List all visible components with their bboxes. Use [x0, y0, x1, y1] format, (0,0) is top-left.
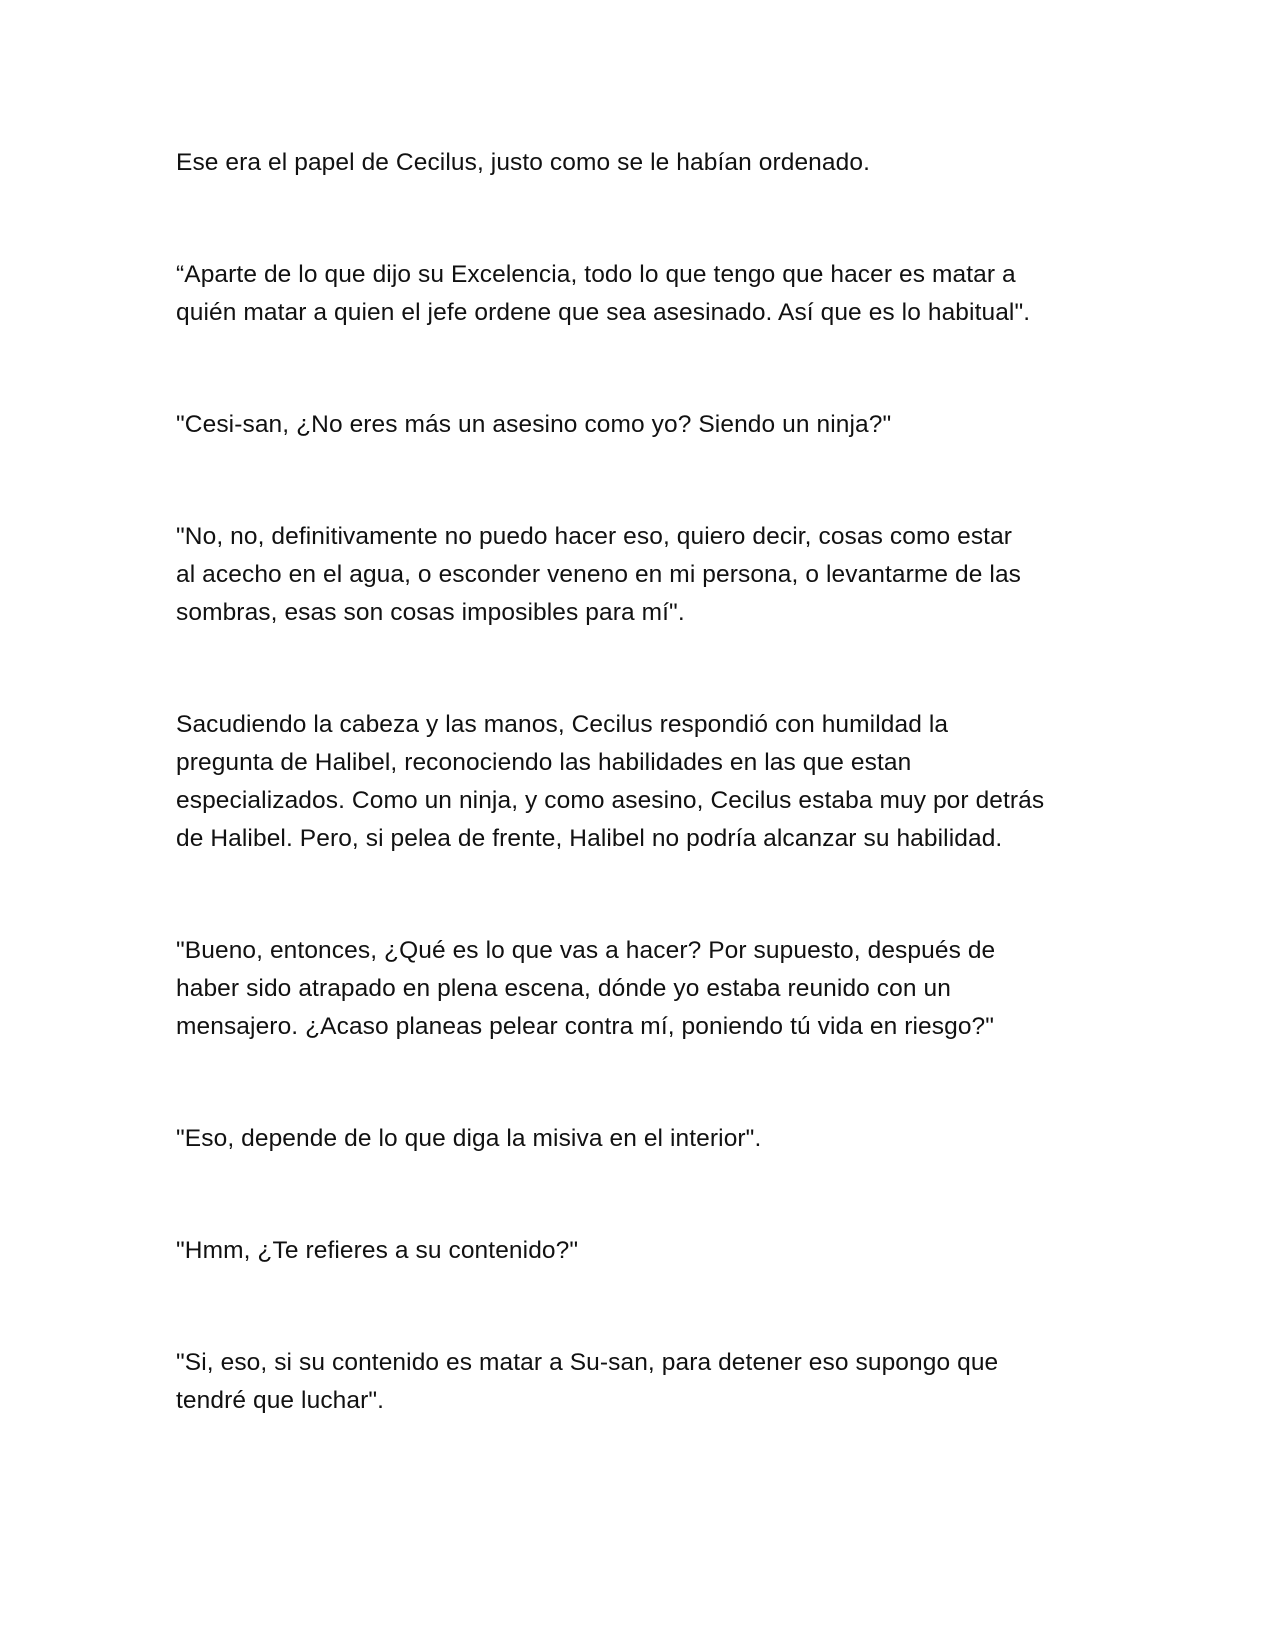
paragraph-line: de Halibel. Pero, si pelea de frente, Halibel no podría alcanzar su habilidad. [176, 825, 1003, 852]
paragraph-line: Ese era el papel de Cecilus, justo como se le habían ordenado. [176, 149, 870, 176]
paragraph-line: "Cesi-san, ¿No eres más un asesino como yo? Siendo un ninja?" [176, 411, 892, 438]
paragraph-line: "Eso, depende de lo que diga la misiva en el interior". [176, 1125, 762, 1152]
paragraph-2 [176, 256, 1116, 332]
paragraph-line: especializados. Como un ninja, y como asesino, Cecilus estaba muy por detrás [176, 787, 1045, 814]
paragraph-7 [176, 1120, 1116, 1158]
paragraph-line: quién matar a quien el jefe ordene que sea asesinado. Así que es lo habitual". [176, 299, 1031, 326]
paragraph-line: "Si, eso, si su contenido es matar a Su-san, para detener eso supongo que [176, 1349, 999, 1376]
paragraph-4 [176, 518, 1116, 632]
paragraph-6 [176, 932, 1116, 1046]
paragraph-line: tendré que luchar". [176, 1387, 385, 1414]
paragraph-line: “Aparte de lo que dijo su Excelencia, todo lo que tengo que hacer es matar a [176, 261, 1016, 288]
paragraph-line: "Hmm, ¿Te refieres a su contenido?" [176, 1237, 579, 1264]
paragraph-9 [176, 1344, 1116, 1420]
paragraph-line: al acecho en el agua, o esconder veneno en mi persona, o levantarme de las [176, 561, 1022, 588]
paragraph-line: Sacudiendo la cabeza y las manos, Cecilus respondió con humildad la [176, 711, 949, 738]
paragraph-5 [176, 706, 1116, 858]
paragraph-line: mensajero. ¿Acaso planeas pelear contra mí, poniendo tú vida en riesgo?" [176, 1013, 995, 1040]
paragraph-1 [176, 144, 1116, 182]
paragraph-line: pregunta de Halibel, reconociendo las habilidades en las que estan [176, 749, 912, 776]
paragraph-8 [176, 1232, 1116, 1270]
paragraph-line: haber sido atrapado en plena escena, dónde yo estaba reunido con un [176, 975, 951, 1002]
paragraph-line: "No, no, definitivamente no puedo hacer eso, quiero decir, cosas como estar [176, 523, 1013, 550]
paragraph-line: "Bueno, entonces, ¿Qué es lo que vas a hacer? Por supuesto, después de [176, 937, 996, 964]
document-body [176, 144, 1116, 1494]
paragraph-3 [176, 406, 1116, 444]
paragraph-line: sombras, esas son cosas imposibles para mí". [176, 599, 685, 626]
